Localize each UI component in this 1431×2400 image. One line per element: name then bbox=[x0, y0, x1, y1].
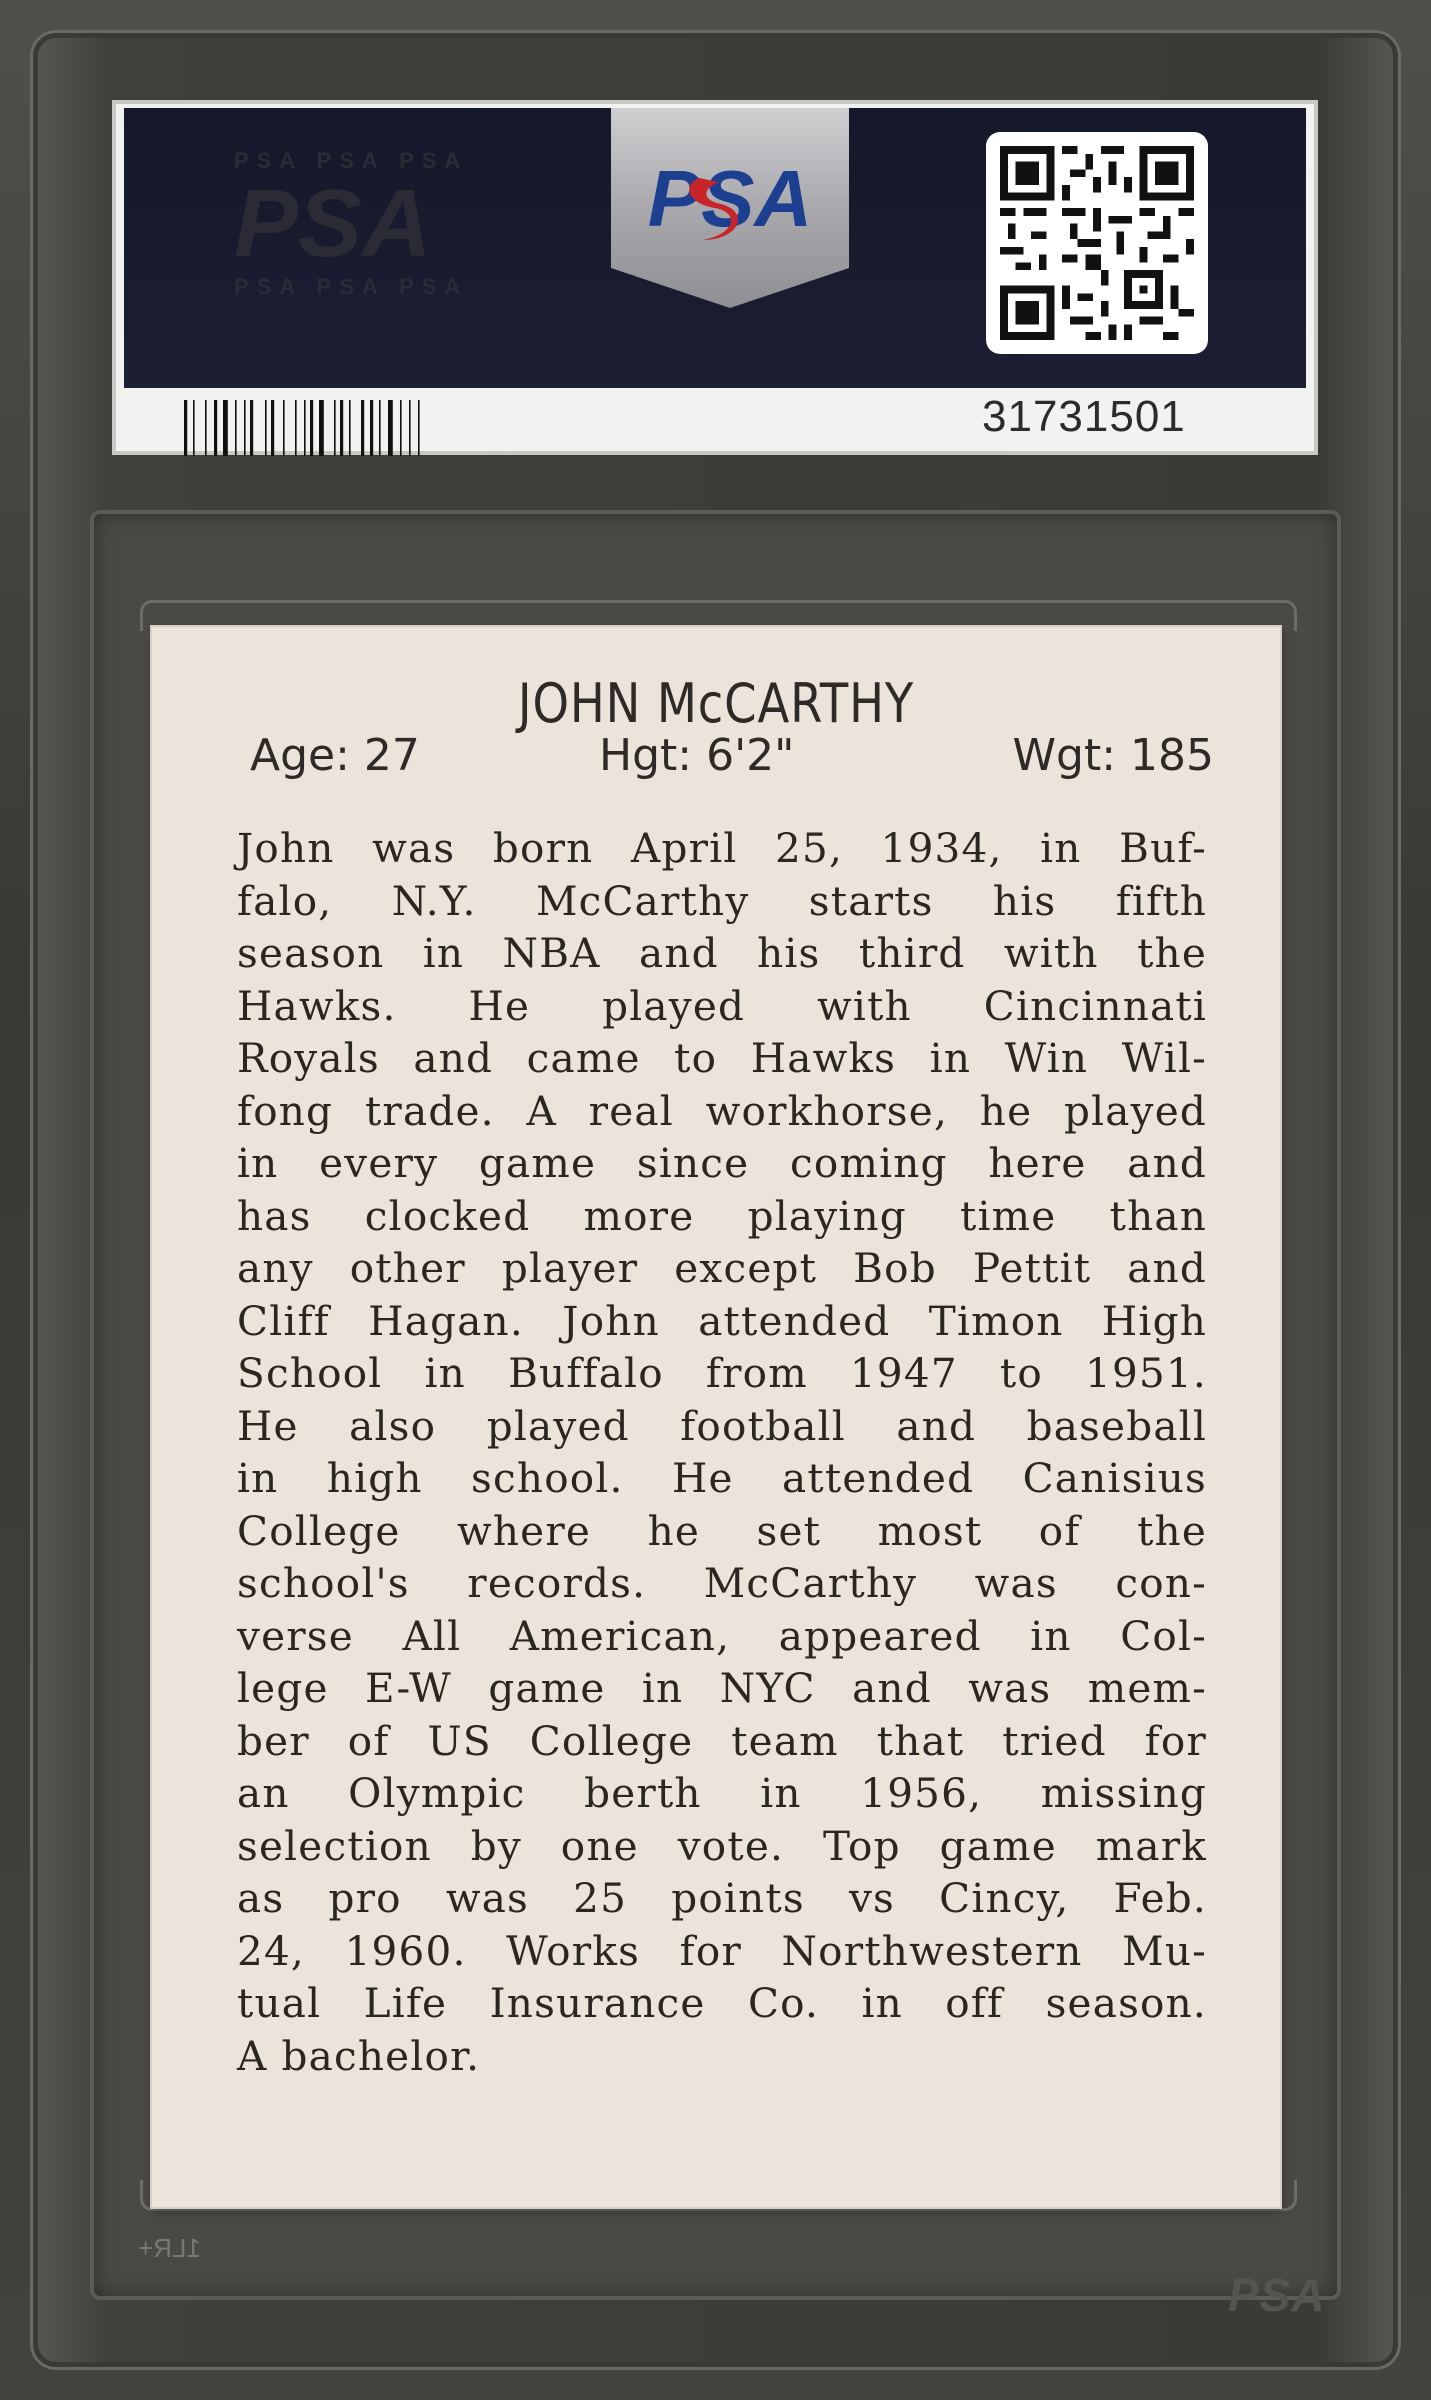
psa-logo bbox=[611, 108, 849, 308]
bio-line: Cliff Hagan. John attended Timon High bbox=[237, 1296, 1207, 1345]
bio-line: Royals and came to Hawks in Win Wil- bbox=[237, 1034, 1207, 1082]
bio-line: season in NBA and his third with the bbox=[237, 929, 1207, 977]
bio-line: School in Buffalo from 1947 to 1951. bbox=[237, 1349, 1207, 1397]
bio-line: ber of US College team that tried for bbox=[237, 1716, 1207, 1765]
bio-line: in high school. He attended Canisius bbox=[237, 1454, 1207, 1502]
bio-line: fong trade. A real workhorse, he played bbox=[237, 1086, 1207, 1135]
psa-shield-icon bbox=[611, 108, 849, 308]
case-marking: 1LR+ bbox=[138, 2233, 201, 2263]
player-biography bbox=[237, 822, 1207, 2122]
barcode-icon bbox=[182, 400, 492, 456]
player-height: Hgt: 6'2" bbox=[599, 730, 795, 781]
psa-logo-text: PSA bbox=[647, 154, 813, 243]
ghost-text-mid: PSA bbox=[234, 170, 432, 277]
bio-line: He also played football and baseball bbox=[237, 1401, 1207, 1450]
bio-line: lege E-W game in NYC and was mem- bbox=[237, 1664, 1207, 1712]
trading-card-back bbox=[152, 627, 1280, 2207]
bio-line: College where he set most of the bbox=[237, 1506, 1207, 1555]
player-name: JOHN McCARTHY bbox=[517, 672, 915, 735]
grading-label bbox=[112, 100, 1318, 455]
qr-code[interactable] bbox=[986, 132, 1208, 354]
player-weight: Wgt: 185 bbox=[1012, 730, 1214, 781]
psa-emboss-logo: PSA bbox=[1228, 2269, 1326, 2321]
ghost-text-top: PSA PSA PSA bbox=[234, 148, 469, 173]
bio-line: any other player except Bob Pettit and bbox=[237, 1244, 1207, 1292]
bio-line: school's records. McCarthy was con- bbox=[237, 1559, 1207, 1607]
bio-line: verse All American, appeared in Col- bbox=[237, 1611, 1207, 1660]
bio-line: tual Life Insurance Co. in off season. bbox=[237, 1979, 1207, 2027]
qr-code-icon bbox=[1000, 146, 1194, 340]
bio-line: falo, N.Y. McCarthy starts his fifth bbox=[237, 876, 1207, 925]
ghost-text-bottom: PSA PSA PSA bbox=[234, 274, 469, 299]
barcode bbox=[182, 400, 492, 456]
bio-line: selection by one vote. Top game mark bbox=[237, 1821, 1207, 1870]
player-age: Age: 27 bbox=[250, 730, 420, 781]
bio-line: A bachelor. bbox=[237, 2031, 481, 2080]
bio-line: has clocked more playing time than bbox=[237, 1191, 1207, 1240]
bio-line: Hawks. He played with Cincinnati bbox=[237, 981, 1207, 1030]
bio-line: 24, 1960. Works for Northwestern Mu- bbox=[237, 1926, 1207, 1975]
cert-number: 31731501 bbox=[982, 392, 1186, 441]
bio-line: in every game since coming here and bbox=[237, 1139, 1207, 1187]
bio-line: as pro was 25 points vs Cincy, Feb. bbox=[237, 1874, 1207, 1922]
bio-line: John was born April 25, 1934, in Buf- bbox=[237, 824, 1207, 872]
bio-line: an Olympic berth in 1956, missing bbox=[237, 1769, 1207, 1817]
ghost-logo bbox=[234, 148, 554, 358]
label-dark-panel bbox=[124, 108, 1306, 388]
